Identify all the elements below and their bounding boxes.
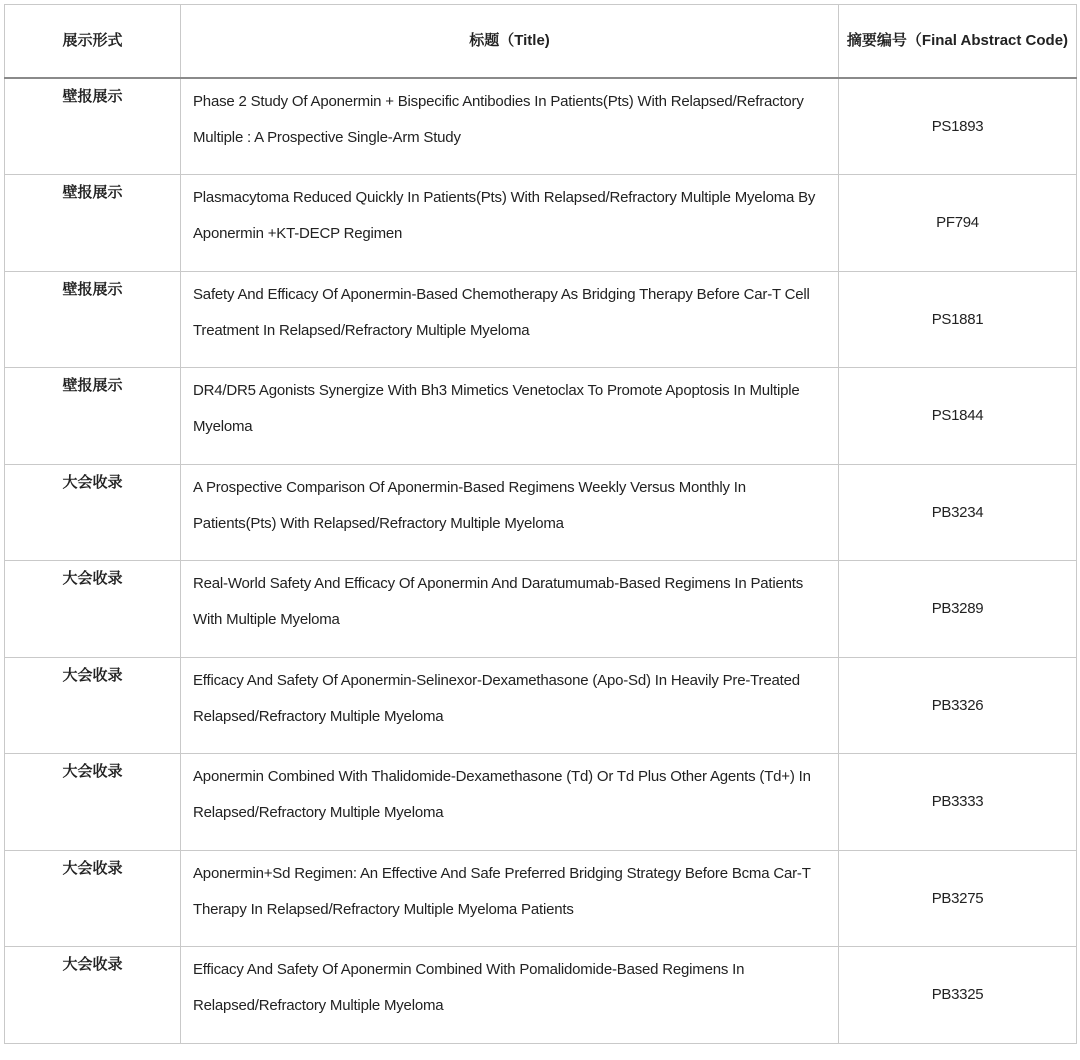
table-row [5,271,1077,368]
cell-format: 大会收录 [5,657,181,754]
cell-title: Real-World Safety And Efficacy Of Aponermin And Daratumumab-Based Regimens In Patients With Multiple Myeloma [181,561,839,658]
cell-code: PS1844 [839,368,1077,465]
cell-format: 大会收录 [5,464,181,561]
cell-format: 大会收录 [5,850,181,947]
cell-format: 壁报展示 [5,175,181,272]
cell-title: Plasmacytoma Reduced Quickly In Patients(Pts) With Relapsed/Refractory Multiple Myeloma By Aponermin +KT-DECP Regimen [181,175,839,272]
cell-format: 大会收录 [5,561,181,658]
cell-format: 壁报展示 [5,78,181,175]
cell-title: Phase 2 Study Of Aponermin + Bispecific Antibodies In Patients(Pts) With Relapsed/Refractory Multiple : A Prospective Single-Arm Study [181,78,839,175]
cell-title: Safety And Efficacy Of Aponermin-Based Chemotherapy As Bridging Therapy Before Car-T Cell Treatment In Relapsed/Refractory Multiple Myeloma [181,271,839,368]
cell-code: PB3275 [839,850,1077,947]
cell-title: Aponermin+Sd Regimen: An Effective And Safe Preferred Bridging Strategy Before Bcma Car-T Therapy In Relapsed/Refractory Multiple Myeloma Patients [181,850,839,947]
table-row [5,368,1077,465]
cell-format: 大会收录 [5,947,181,1044]
table-row [5,561,1077,658]
table-row [5,657,1077,754]
cell-code: PB3325 [839,947,1077,1044]
cell-code: PB3234 [839,464,1077,561]
cell-code: PB3289 [839,561,1077,658]
cell-code: PB3326 [839,657,1077,754]
table-row [5,78,1077,175]
header-abstract-code: 摘要编号（Final Abstract Code) [839,5,1077,79]
cell-title: DR4/DR5 Agonists Synergize With Bh3 Mimetics Venetoclax To Promote Apoptosis In Multiple Myeloma [181,368,839,465]
table-row [5,754,1077,851]
cell-code: PF794 [839,175,1077,272]
cell-format: 壁报展示 [5,368,181,465]
cell-title: A Prospective Comparison Of Aponermin-Based Regimens Weekly Versus Monthly In Patients(Pts) With Relapsed/Refractory Multiple Myeloma [181,464,839,561]
table-row [5,464,1077,561]
table-row [5,175,1077,272]
table-row [5,947,1077,1044]
cell-title: Efficacy And Safety Of Aponermin-Selinexor-Dexamethasone (Apo-Sd) In Heavily Pre-Treated Relapsed/Refractory Multiple Myeloma [181,657,839,754]
cell-code: PB3333 [839,754,1077,851]
table-row [5,850,1077,947]
cell-code: PS1881 [839,271,1077,368]
cell-format: 壁报展示 [5,271,181,368]
abstract-table [4,4,1077,1044]
cell-title: Aponermin Combined With Thalidomide-Dexamethasone (Td) Or Td Plus Other Agents (Td+) In Relapsed/Refractory Multiple Myeloma [181,754,839,851]
header-format: 展示形式 [5,5,181,79]
cell-code: PS1893 [839,78,1077,175]
cell-title: Efficacy And Safety Of Aponermin Combined With Pomalidomide-Based Regimens In Relapsed/Refractory Multiple Myeloma [181,947,839,1044]
table-header-row [5,5,1077,79]
header-title: 标题（Title) [181,5,839,79]
cell-format: 大会收录 [5,754,181,851]
